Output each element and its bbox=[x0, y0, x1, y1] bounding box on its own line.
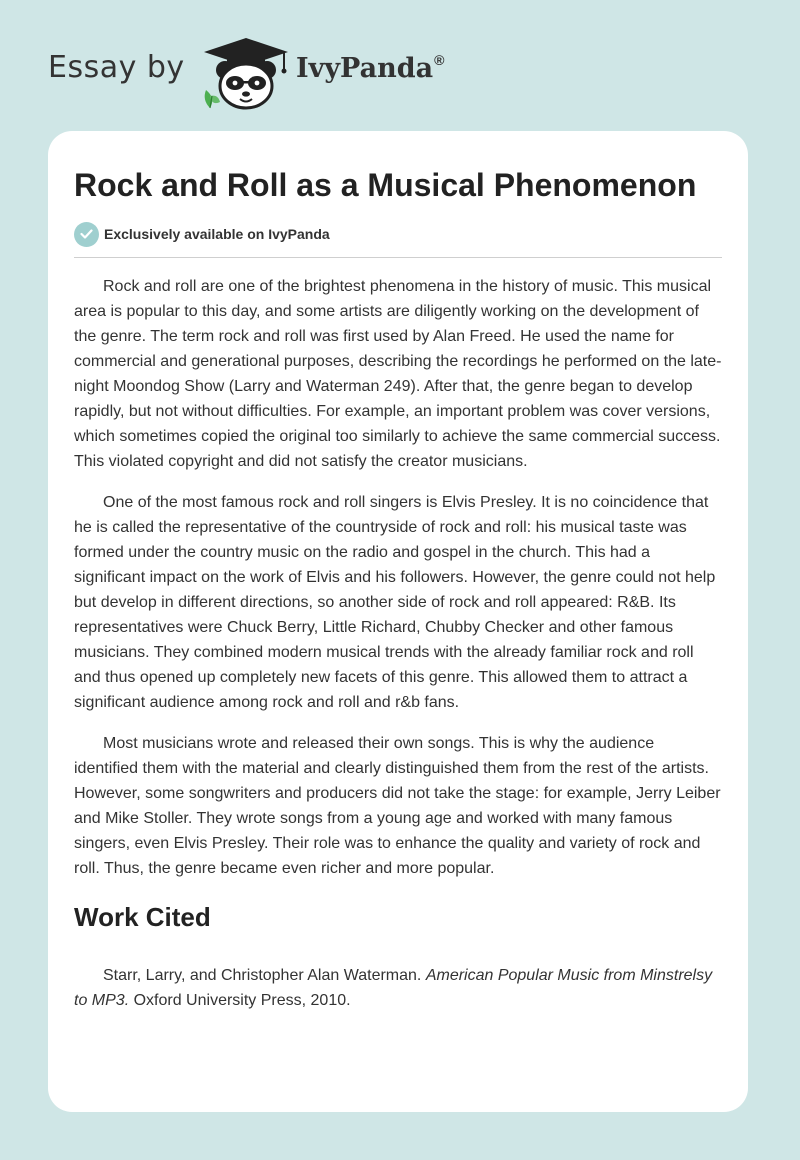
paragraph-1: Rock and roll are one of the brightest phenomena in the history of music. This musical area is popular to this day, and some artists are diligently working on the development of the genre. The term rock and roll was first used by Alan Freed. He used the name for commercial and generational purposes, describing the recordings he performed on the late-night Moondog Show (Larry and Waterman 249). After that, the genre began to develop rapidly, but not without difficulties. For example, an important problem was cover versions, which sometimes copied the original too similarly to achieve the same commercial success. This violated copyright and did not satisfy the creator musicians. bbox=[74, 278, 722, 470]
citation-book-title: American Popular Music from Minstrelsy to MP3. bbox=[74, 967, 713, 1009]
paragraph-3: Most musicians wrote and released their own songs. This is why the audience identified them with the material and clearly distinguished them from the rest of the artists. However, some songwriters and producers did not take the stage: for example, Jerry Leiber and Mike Stoller. They wrote songs from a young age and worked with many famous singers, even Elvis Presley. Their role was to enhance the quality and variety of rock and roll. Thus, the genre became even richer and more popular. bbox=[74, 735, 721, 877]
exclusive-badge bbox=[74, 221, 722, 247]
citation-publisher: Oxford University Press, 2010. bbox=[133, 992, 351, 1009]
works-cited-heading: Work Cited bbox=[74, 902, 211, 932]
essay-by-label: Essay by bbox=[48, 50, 185, 85]
panda-logo-icon[interactable] bbox=[200, 36, 292, 110]
page-title: Rock and Roll as a Musical Phenomenon bbox=[74, 167, 697, 203]
check-circle-icon bbox=[74, 222, 99, 247]
citation-authors: Starr, Larry, and Christopher Alan Waterman. bbox=[103, 967, 422, 984]
registered-mark: ® bbox=[434, 52, 445, 68]
brand-name[interactable]: IvyPanda® bbox=[296, 52, 445, 84]
site-header bbox=[48, 30, 548, 110]
paragraph-2: One of the most famous rock and roll singers is Elvis Presley. It is no coincidence that he is called the representative of the countryside of rock and roll: his musical taste was formed under the country music on the radio and gospel in the church. This had a significant impact on the work of Elvis and his followers. However, the genre could not help but develop in different directions, so another side of rock and roll appeared: R&B. Its representatives were Chuck Berry, Little Richard, Chubby Checker and other famous musicians. They combined modern musical trends with the already familiar rock and roll and thus opened up completely new facets of this genre. This allowed them to attract a significant audience among rock and roll and r&b fans. bbox=[74, 494, 716, 711]
exclusive-label: Exclusively available on IvyPanda bbox=[104, 226, 330, 242]
citation-entry bbox=[74, 963, 722, 1013]
title-divider bbox=[74, 257, 722, 258]
essay-content bbox=[74, 165, 722, 1029]
essay-card bbox=[48, 131, 748, 1112]
